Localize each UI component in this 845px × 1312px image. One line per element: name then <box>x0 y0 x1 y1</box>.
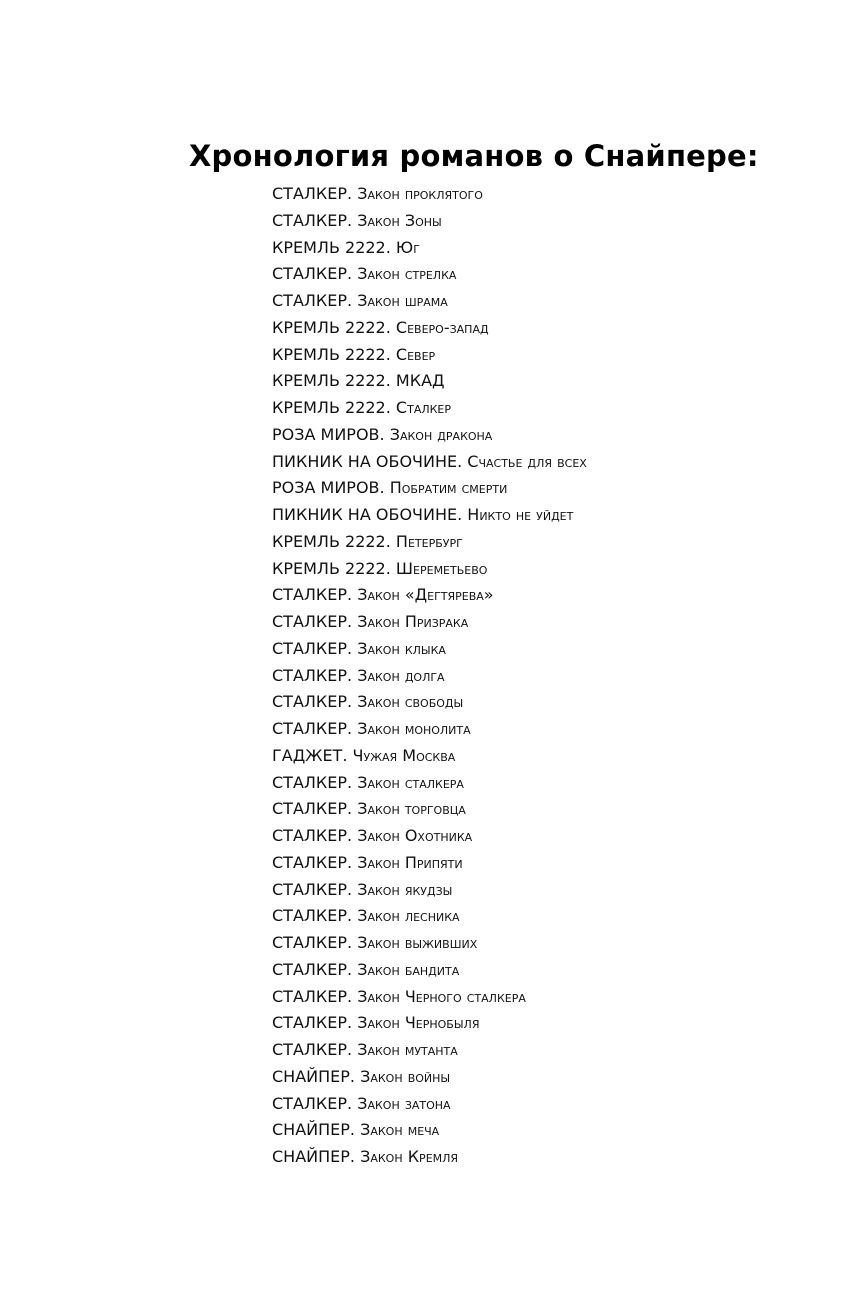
list-item <box>272 850 587 877</box>
book-series: КРЕМЛЬ 2222. <box>272 371 391 391</box>
book-series: СТАЛКЕР. <box>272 826 353 845</box>
book-title: Закон сталкера <box>357 772 464 792</box>
book-title: Закон монолита <box>357 719 471 738</box>
book-title: Закон долга <box>357 665 445 685</box>
list-item <box>272 288 587 315</box>
book-title: МКАД <box>395 371 445 391</box>
list-item <box>272 903 587 930</box>
book-chronology-list <box>272 181 587 1171</box>
book-title: Чужая Москва <box>352 745 456 765</box>
book-series: ПИКНИК НА ОБОЧИНЕ. <box>272 451 463 471</box>
list-item <box>272 930 587 957</box>
book-series: СТАЛКЕР. <box>272 612 353 631</box>
list-item <box>272 1144 587 1171</box>
list-item <box>272 877 587 904</box>
list-item <box>272 502 587 529</box>
list-item <box>272 315 587 342</box>
book-title: Юг <box>395 237 420 257</box>
book-title: Закон Черного сталкера <box>357 986 526 1006</box>
list-item <box>272 609 587 636</box>
book-series: СТАЛКЕР. <box>272 959 353 979</box>
book-series: СТАЛКЕР. <box>272 879 353 899</box>
book-title: Закон выживших <box>357 933 478 952</box>
book-series: СТАЛКЕР. <box>272 210 353 230</box>
book-series: КРЕМЛЬ 2222. <box>272 344 391 364</box>
book-title: Закон шрама <box>357 291 448 310</box>
book-series: СТАЛКЕР. <box>272 1093 353 1113</box>
list-item <box>272 796 587 823</box>
book-title: Закон Зоны <box>357 210 442 230</box>
book-series: КРЕМЛЬ 2222. <box>272 558 391 578</box>
book-title: Закон проклятого <box>357 184 483 203</box>
list-item <box>272 475 587 502</box>
book-title: Закон торговца <box>357 799 466 819</box>
book-title: Счастье для всех <box>467 451 587 471</box>
book-title: Шереметьево <box>395 558 488 578</box>
list-item <box>272 1091 587 1118</box>
book-series: СТАЛКЕР. <box>272 799 353 819</box>
list-item <box>272 342 587 369</box>
book-series: КРЕМЛЬ 2222. <box>272 531 391 551</box>
book-series: СТАЛКЕР. <box>272 906 353 926</box>
book-series: СТАЛКЕР. <box>272 1013 353 1033</box>
list-item <box>272 529 587 556</box>
book-title: Закон мутанта <box>357 1040 458 1059</box>
list-item <box>272 582 587 609</box>
book-title: Закон Чернобыля <box>357 1013 480 1033</box>
book-series: РОЗА МИРОВ. <box>272 478 385 498</box>
list-item <box>272 368 587 395</box>
book-series: СТАЛКЕР. <box>272 638 353 658</box>
list-item <box>272 984 587 1011</box>
book-title: Закон «Дегтярева» <box>357 585 494 605</box>
book-series: ГАДЖЕТ. <box>272 745 348 765</box>
book-series: СНАЙПЕР. <box>272 1120 355 1140</box>
list-item <box>272 1010 587 1037</box>
book-title: Петербург <box>395 531 463 551</box>
book-title: Закон якудзы <box>357 879 453 899</box>
book-series: СТАЛКЕР. <box>272 184 353 203</box>
book-series: КРЕМЛЬ 2222. <box>272 398 391 417</box>
book-series: СТАЛКЕР. <box>272 665 353 685</box>
list-item <box>272 261 587 288</box>
book-title: Закон лесника <box>357 906 460 926</box>
book-series: КРЕМЛЬ 2222. <box>272 237 391 257</box>
list-item <box>272 689 587 716</box>
list-item <box>272 1117 587 1144</box>
book-title: Закон стрелка <box>357 264 457 284</box>
list-item <box>272 957 587 984</box>
list-item <box>272 556 587 583</box>
book-series: СТАЛКЕР. <box>272 291 353 310</box>
list-item <box>272 636 587 663</box>
book-title: Никто не уйдет <box>467 505 574 524</box>
book-series: СТАЛКЕР. <box>272 986 353 1006</box>
book-title: Закон Охотника <box>357 826 473 845</box>
book-title: Закон Припяти <box>357 852 463 872</box>
book-title: Закон бандита <box>357 959 460 979</box>
book-series: СНАЙПЕР. <box>272 1066 355 1086</box>
book-title: Закон войны <box>360 1066 451 1086</box>
book-title: Закон свободы <box>357 692 464 712</box>
book-title: Север <box>395 344 436 364</box>
list-item <box>272 823 587 850</box>
book-series: СНАЙПЕР. <box>272 1147 355 1166</box>
list-item <box>272 422 587 449</box>
book-series: СТАЛКЕР. <box>272 772 353 792</box>
list-item <box>272 235 587 262</box>
book-series: СТАЛКЕР. <box>272 852 353 872</box>
book-title: Побратим смерти <box>389 478 508 498</box>
book-series: СТАЛКЕР. <box>272 692 353 712</box>
list-item <box>272 1037 587 1064</box>
book-series: РОЗА МИРОВ. <box>272 424 385 444</box>
book-series: СТАЛКЕР. <box>272 933 353 952</box>
book-series: ПИКНИК НА ОБОЧИНЕ. <box>272 505 463 524</box>
book-title: Северо-запад <box>395 317 489 337</box>
book-series: СТАЛКЕР. <box>272 264 353 284</box>
book-series: СТАЛКЕР. <box>272 1040 353 1059</box>
book-series: СТАЛКЕР. <box>272 719 353 738</box>
list-item <box>272 395 587 422</box>
book-title: Закон Кремля <box>360 1147 459 1166</box>
book-title: Сталкер <box>395 398 452 417</box>
book-series: СТАЛКЕР. <box>272 585 353 605</box>
list-item <box>272 716 587 743</box>
list-item <box>272 663 587 690</box>
book-title: Закон клыка <box>357 638 446 658</box>
book-title: Закон меча <box>360 1120 440 1140</box>
list-item <box>272 743 587 770</box>
book-title: Закон затона <box>357 1093 451 1113</box>
list-item <box>272 449 587 476</box>
book-title: Закон дракона <box>389 424 493 444</box>
book-title: Закон Призрака <box>357 612 469 631</box>
page-title: Хронология романов о Снайпере: <box>189 139 759 173</box>
list-item <box>272 1064 587 1091</box>
list-item <box>272 770 587 797</box>
list-item <box>272 181 587 208</box>
list-item <box>272 208 587 235</box>
book-series: КРЕМЛЬ 2222. <box>272 317 391 337</box>
